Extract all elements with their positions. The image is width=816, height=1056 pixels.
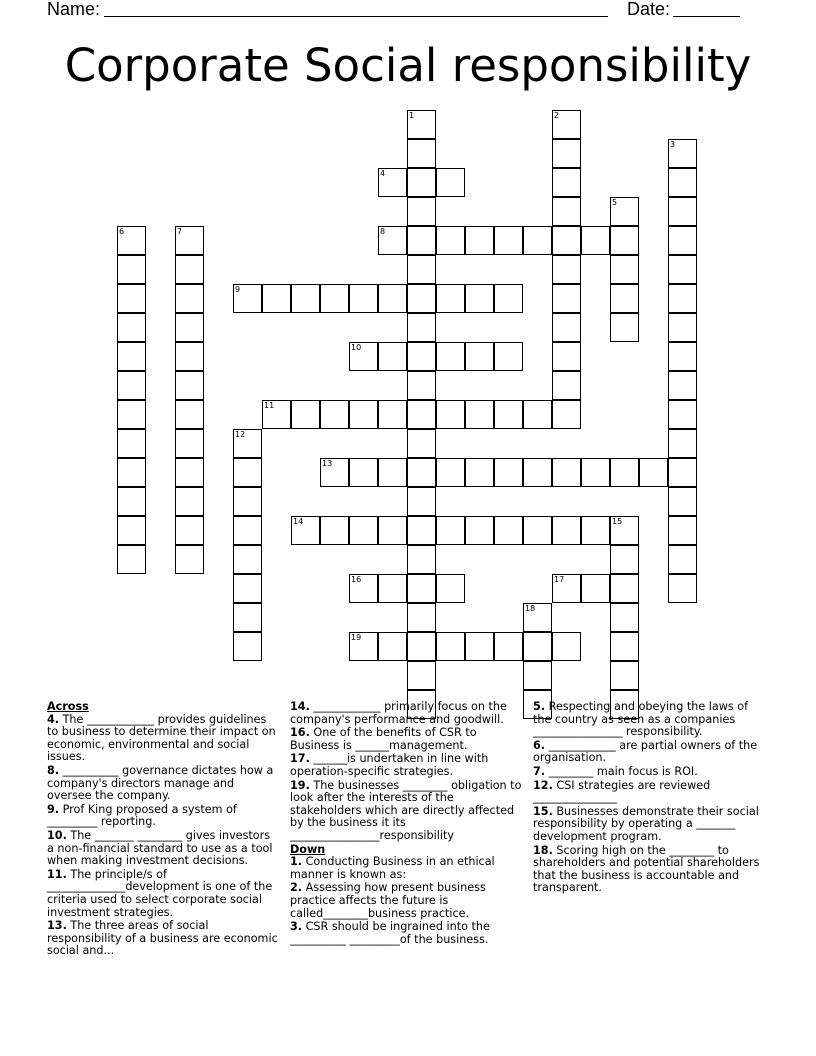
crossword-cell[interactable] [552, 284, 581, 313]
crossword-cell[interactable] [233, 458, 262, 487]
crossword-cell[interactable] [552, 110, 581, 139]
clue-item [533, 766, 765, 779]
crossword-cell[interactable] [436, 226, 465, 255]
crossword-cell[interactable] [668, 545, 697, 574]
crossword-cell[interactable] [465, 400, 494, 429]
crossword-cell[interactable] [581, 574, 610, 603]
clue-number: 7 [177, 227, 183, 236]
crossword-cell[interactable] [407, 429, 436, 458]
crossword-cell[interactable] [175, 545, 204, 574]
crossword-cell[interactable] [436, 516, 465, 545]
clue-number-label: 2. [290, 881, 303, 895]
clue-text: ____________ are partial owners of the organisation. [533, 738, 758, 765]
clue-item [47, 765, 279, 803]
crossword-cell[interactable] [233, 429, 262, 458]
clue-number-label: 4. [47, 712, 60, 726]
crossword-cell[interactable] [523, 516, 552, 545]
crossword-cell[interactable] [436, 632, 465, 661]
clue-text: CSI strategies are reviewed _______________ [533, 778, 711, 805]
crossword-cell[interactable] [407, 371, 436, 400]
crossword-cell[interactable] [349, 632, 378, 661]
clue-text: __________ governance dictates how a company's directors manage and oversee the company. [47, 763, 274, 803]
crossword-cell[interactable] [349, 458, 378, 487]
clue-number: 17 [554, 575, 565, 584]
crossword-cell[interactable] [610, 574, 639, 603]
crossword-cell[interactable] [117, 255, 146, 284]
crossword-cell[interactable] [668, 429, 697, 458]
crossword-cell[interactable] [552, 342, 581, 371]
clue-item [290, 882, 522, 920]
down-clue-list [290, 856, 522, 946]
clue-item [47, 920, 279, 958]
crossword-cell[interactable] [407, 226, 436, 255]
clue-item [290, 856, 522, 881]
crossword-cell[interactable] [407, 255, 436, 284]
crossword-cell[interactable] [407, 284, 436, 313]
crossword-cell[interactable] [610, 661, 639, 690]
crossword-cell[interactable] [117, 487, 146, 516]
clue-number-label: 5. [533, 700, 546, 713]
crossword-cell[interactable] [175, 487, 204, 516]
crossword-cell[interactable] [378, 632, 407, 661]
clue-item [290, 780, 522, 843]
clue-number-label: 12. [533, 778, 553, 792]
crossword-cell[interactable] [407, 168, 436, 197]
clue-text: Prof King proposed a system of _________ reporting. [47, 802, 237, 829]
crossword-cell[interactable] [581, 458, 610, 487]
crossword-cell[interactable] [552, 400, 581, 429]
crossword-cell[interactable] [407, 574, 436, 603]
crossword-cell[interactable] [610, 516, 639, 545]
crossword-cell[interactable] [668, 284, 697, 313]
crossword-cell[interactable] [610, 226, 639, 255]
crossword-cell[interactable] [552, 371, 581, 400]
clue-number-label: 14. [290, 700, 310, 713]
crossword-cell[interactable] [436, 284, 465, 313]
crossword-cell[interactable] [407, 516, 436, 545]
clue-number-label: 10. [47, 828, 67, 842]
crossword-cell[interactable] [610, 603, 639, 632]
crossword-cell[interactable] [610, 255, 639, 284]
crossword-cell[interactable] [117, 313, 146, 342]
crossword-cell[interactable] [233, 574, 262, 603]
clue-number: 9 [235, 285, 241, 294]
crossword-cell[interactable] [320, 458, 349, 487]
crossword-cell[interactable] [407, 545, 436, 574]
clue-number-label: 6. [533, 738, 546, 752]
crossword-cell[interactable] [233, 284, 262, 313]
clue-item [47, 830, 279, 868]
crossword-cell[interactable] [668, 255, 697, 284]
clue-item [290, 753, 522, 778]
crossword-cell[interactable] [465, 458, 494, 487]
crossword-cell[interactable] [668, 168, 697, 197]
crossword-cell[interactable] [639, 458, 668, 487]
clue-number: 12 [235, 430, 246, 439]
name-label: Name: [47, 0, 101, 19]
crossword-cell[interactable] [320, 516, 349, 545]
crossword-cell[interactable] [668, 400, 697, 429]
clue-item [290, 701, 522, 726]
crossword-cell[interactable] [175, 313, 204, 342]
crossword-cell[interactable] [349, 284, 378, 313]
clue-number-label: 11. [47, 867, 67, 881]
crossword-cell[interactable] [407, 313, 436, 342]
crossword-cell[interactable] [552, 197, 581, 226]
clue-number: 18 [525, 604, 536, 613]
crossword-cell[interactable] [175, 284, 204, 313]
clue-number: 4 [380, 169, 386, 178]
crossword-cell[interactable] [610, 313, 639, 342]
crossword-cell[interactable] [552, 139, 581, 168]
crossword-cell[interactable] [233, 632, 262, 661]
crossword-cell[interactable] [175, 429, 204, 458]
across-heading: Across [47, 700, 89, 713]
crossword-cell[interactable] [552, 313, 581, 342]
clue-item [533, 740, 765, 765]
crossword-cell[interactable] [610, 458, 639, 487]
clue-number-label: 17. [290, 752, 310, 766]
clue-item [533, 701, 765, 739]
crossword-cell[interactable] [407, 197, 436, 226]
crossword-cell[interactable] [436, 342, 465, 371]
crossword-cell[interactable] [233, 603, 262, 632]
clue-number: 15 [612, 517, 623, 526]
crossword-cell[interactable] [436, 168, 465, 197]
clue-item [290, 921, 522, 946]
crossword-cell[interactable] [378, 226, 407, 255]
clue-number: 19 [351, 633, 362, 642]
crossword-cell[interactable] [349, 400, 378, 429]
crossword-cell[interactable] [117, 516, 146, 545]
clue-number: 11 [264, 401, 275, 410]
crossword-cell[interactable] [552, 226, 581, 255]
crossword-cell[interactable] [175, 400, 204, 429]
clue-number-label: 7. [533, 764, 546, 778]
crossword-cell[interactable] [552, 458, 581, 487]
crossword-cell[interactable] [610, 197, 639, 226]
crossword-cell[interactable] [523, 400, 552, 429]
crossword-cell[interactable] [349, 516, 378, 545]
clue-number: 3 [670, 140, 676, 149]
crossword-cell[interactable] [407, 458, 436, 487]
crossword-cell[interactable] [378, 400, 407, 429]
clue-text: ______is undertaken in line with operation-specific strategies. [290, 752, 489, 778]
crossword-cell[interactable] [407, 110, 436, 139]
crossword-cell[interactable] [117, 284, 146, 313]
crossword-cell[interactable] [117, 545, 146, 574]
crossword-cell[interactable] [465, 516, 494, 545]
crossword-cell[interactable] [407, 139, 436, 168]
crossword-cell[interactable] [378, 574, 407, 603]
clue-text: Businesses demonstrate their social responsibility by operating a _______ development program. [533, 804, 759, 843]
crossword-cell[interactable] [552, 255, 581, 284]
clue-number: 2 [554, 111, 560, 120]
crossword-cell[interactable] [407, 632, 436, 661]
clues-column-2 [290, 701, 522, 947]
crossword-cell[interactable] [494, 226, 523, 255]
crossword-cell[interactable] [494, 400, 523, 429]
crossword-cell[interactable] [378, 284, 407, 313]
clue-number-label: 15. [533, 804, 553, 818]
crossword-cell[interactable] [610, 284, 639, 313]
crossword-cell[interactable] [436, 458, 465, 487]
clue-number: 1 [409, 111, 415, 120]
crossword-cell[interactable] [291, 284, 320, 313]
clue-text: Scoring high on the ________ to shareholders and potential shareholders that the business is accountable and transparent. [533, 843, 760, 895]
clue-item [290, 727, 522, 752]
crossword-cell[interactable] [262, 284, 291, 313]
across-clue-list-continued [290, 701, 522, 843]
crossword-cell[interactable] [320, 400, 349, 429]
crossword-cell[interactable] [378, 168, 407, 197]
date-label: Date: [627, 0, 671, 19]
crossword-cell[interactable] [349, 574, 378, 603]
clue-text: Respecting and obeying the laws of the country as seen as a companies ________________ responsibility. [533, 700, 749, 739]
crossword-cell[interactable] [117, 226, 146, 255]
crossword-cell[interactable] [320, 284, 349, 313]
clue-text: The three areas of social responsibility of a business are economic social and... [47, 919, 278, 958]
crossword-cell[interactable] [465, 632, 494, 661]
down-heading: Down [290, 842, 326, 856]
clue-text: ____________ primarily focus on the company's performance and goodwill. [290, 700, 507, 726]
crossword-cell[interactable] [175, 226, 204, 255]
crossword-cell[interactable] [668, 139, 697, 168]
crossword-cell[interactable] [465, 342, 494, 371]
crossword-cell[interactable] [494, 284, 523, 313]
clue-number: 8 [380, 227, 386, 236]
crossword-cell[interactable] [436, 400, 465, 429]
crossword-cell[interactable] [668, 313, 697, 342]
crossword-cell[interactable] [117, 342, 146, 371]
crossword-cell[interactable] [291, 516, 320, 545]
crossword-cell[interactable] [175, 255, 204, 284]
clue-text: One of the benefits of CSR to Business is ______management. [290, 726, 477, 752]
clue-text: Assessing how present business practice affects the future is called________business practice. [290, 881, 486, 920]
crossword-cell[interactable] [117, 429, 146, 458]
clue-text: The principle/s of ______________development is one of the criteria used to select corporate social investment strategies. [47, 867, 273, 919]
crossword-cell[interactable] [523, 661, 552, 690]
crossword-cell[interactable] [378, 458, 407, 487]
clue-number-label: 18. [533, 843, 553, 857]
crossword-cell[interactable] [668, 342, 697, 371]
clue-number-label: 19. [290, 778, 310, 792]
crossword-cell[interactable] [523, 458, 552, 487]
crossword-cell[interactable] [494, 516, 523, 545]
down-clue-list-continued [533, 701, 765, 895]
crossword-cell[interactable] [117, 400, 146, 429]
clue-number: 6 [119, 227, 125, 236]
crossword-cell[interactable] [378, 342, 407, 371]
clue-item [533, 806, 765, 844]
across-clue-list [47, 714, 279, 958]
clue-text: The _______ ________ gives investors a non-financial standard to use as a tool when making investment decisions. [47, 828, 273, 868]
clue-number-label: 9. [47, 802, 60, 816]
clue-number: 14 [293, 517, 304, 526]
crossword-cell[interactable] [465, 226, 494, 255]
clue-text: Conducting Business in an ethical manner is known as: [290, 855, 495, 881]
crossword-cell[interactable] [552, 516, 581, 545]
clue-item [47, 804, 279, 829]
crossword-cell[interactable] [668, 226, 697, 255]
crossword-cell[interactable] [523, 603, 552, 632]
crossword-cell[interactable] [668, 371, 697, 400]
crossword-cell[interactable] [668, 574, 697, 603]
crossword-cell[interactable] [610, 632, 639, 661]
crossword-cell[interactable] [175, 342, 204, 371]
puzzle-title: Corporate Social responsibility [64, 39, 752, 92]
crossword-cell[interactable] [349, 342, 378, 371]
crossword-cell[interactable] [233, 516, 262, 545]
crossword-cell[interactable] [117, 458, 146, 487]
crossword-cell[interactable] [581, 516, 610, 545]
crossword-cell[interactable] [175, 516, 204, 545]
crossword-cell[interactable] [523, 632, 552, 661]
clue-number: 10 [351, 343, 362, 352]
crossword-cell[interactable] [494, 632, 523, 661]
clue-item [47, 869, 279, 919]
crossword-cell[interactable] [407, 487, 436, 516]
clues-column-3 [533, 701, 765, 896]
clue-number: 5 [612, 198, 618, 207]
clue-number-label: 16. [290, 726, 310, 740]
clue-text: ________ main focus is ROI. [545, 764, 698, 778]
clues-column-1 [47, 701, 279, 959]
clue-text: CSR should be ingrained into the __________ _________of the business. [290, 920, 490, 946]
crossword-cell[interactable] [262, 400, 291, 429]
crossword-cell[interactable] [175, 371, 204, 400]
crossword-cell[interactable] [175, 458, 204, 487]
clue-number-label: 13. [47, 919, 67, 933]
clue-number: 13 [322, 459, 333, 468]
crossword-cell[interactable] [668, 487, 697, 516]
clue-item [533, 845, 765, 895]
crossword-cell[interactable] [494, 458, 523, 487]
crossword-cell[interactable] [552, 168, 581, 197]
clue-item [47, 714, 279, 764]
crossword-cell[interactable] [291, 400, 320, 429]
clue-item [533, 780, 765, 805]
clue-text: The businesses ________ obligation to look after the interests of the stakeholders which are directly affected by the business it its ________________responsibility [290, 778, 522, 842]
crossword-cell[interactable] [407, 603, 436, 632]
crossword-cell[interactable] [668, 516, 697, 545]
clue-text: The ____________ provides guidelines to business to determine their impact on economic, environmental and social issues. [47, 712, 276, 764]
crossword-cell[interactable] [610, 545, 639, 574]
crossword-cell[interactable] [407, 342, 436, 371]
crossword-cell[interactable] [494, 342, 523, 371]
crossword-cell[interactable] [378, 516, 407, 545]
crossword-cell[interactable] [407, 661, 436, 690]
crossword-cell[interactable] [668, 197, 697, 226]
crossword-cell[interactable] [233, 487, 262, 516]
crossword-cell[interactable] [523, 226, 552, 255]
clue-number: 16 [351, 575, 362, 584]
clue-number-label: 3. [290, 920, 303, 934]
crossword-cell[interactable] [117, 371, 146, 400]
clue-number-label: 8. [47, 763, 60, 777]
crossword-cell[interactable] [436, 574, 465, 603]
crossword-cell[interactable] [552, 632, 581, 661]
crossword-cell[interactable] [581, 226, 610, 255]
crossword-cell[interactable] [407, 400, 436, 429]
crossword-cell[interactable] [552, 574, 581, 603]
clue-number-label: 1. [290, 855, 303, 869]
crossword-cell[interactable] [465, 284, 494, 313]
crossword-cell[interactable] [233, 545, 262, 574]
crossword-cell[interactable] [668, 458, 697, 487]
